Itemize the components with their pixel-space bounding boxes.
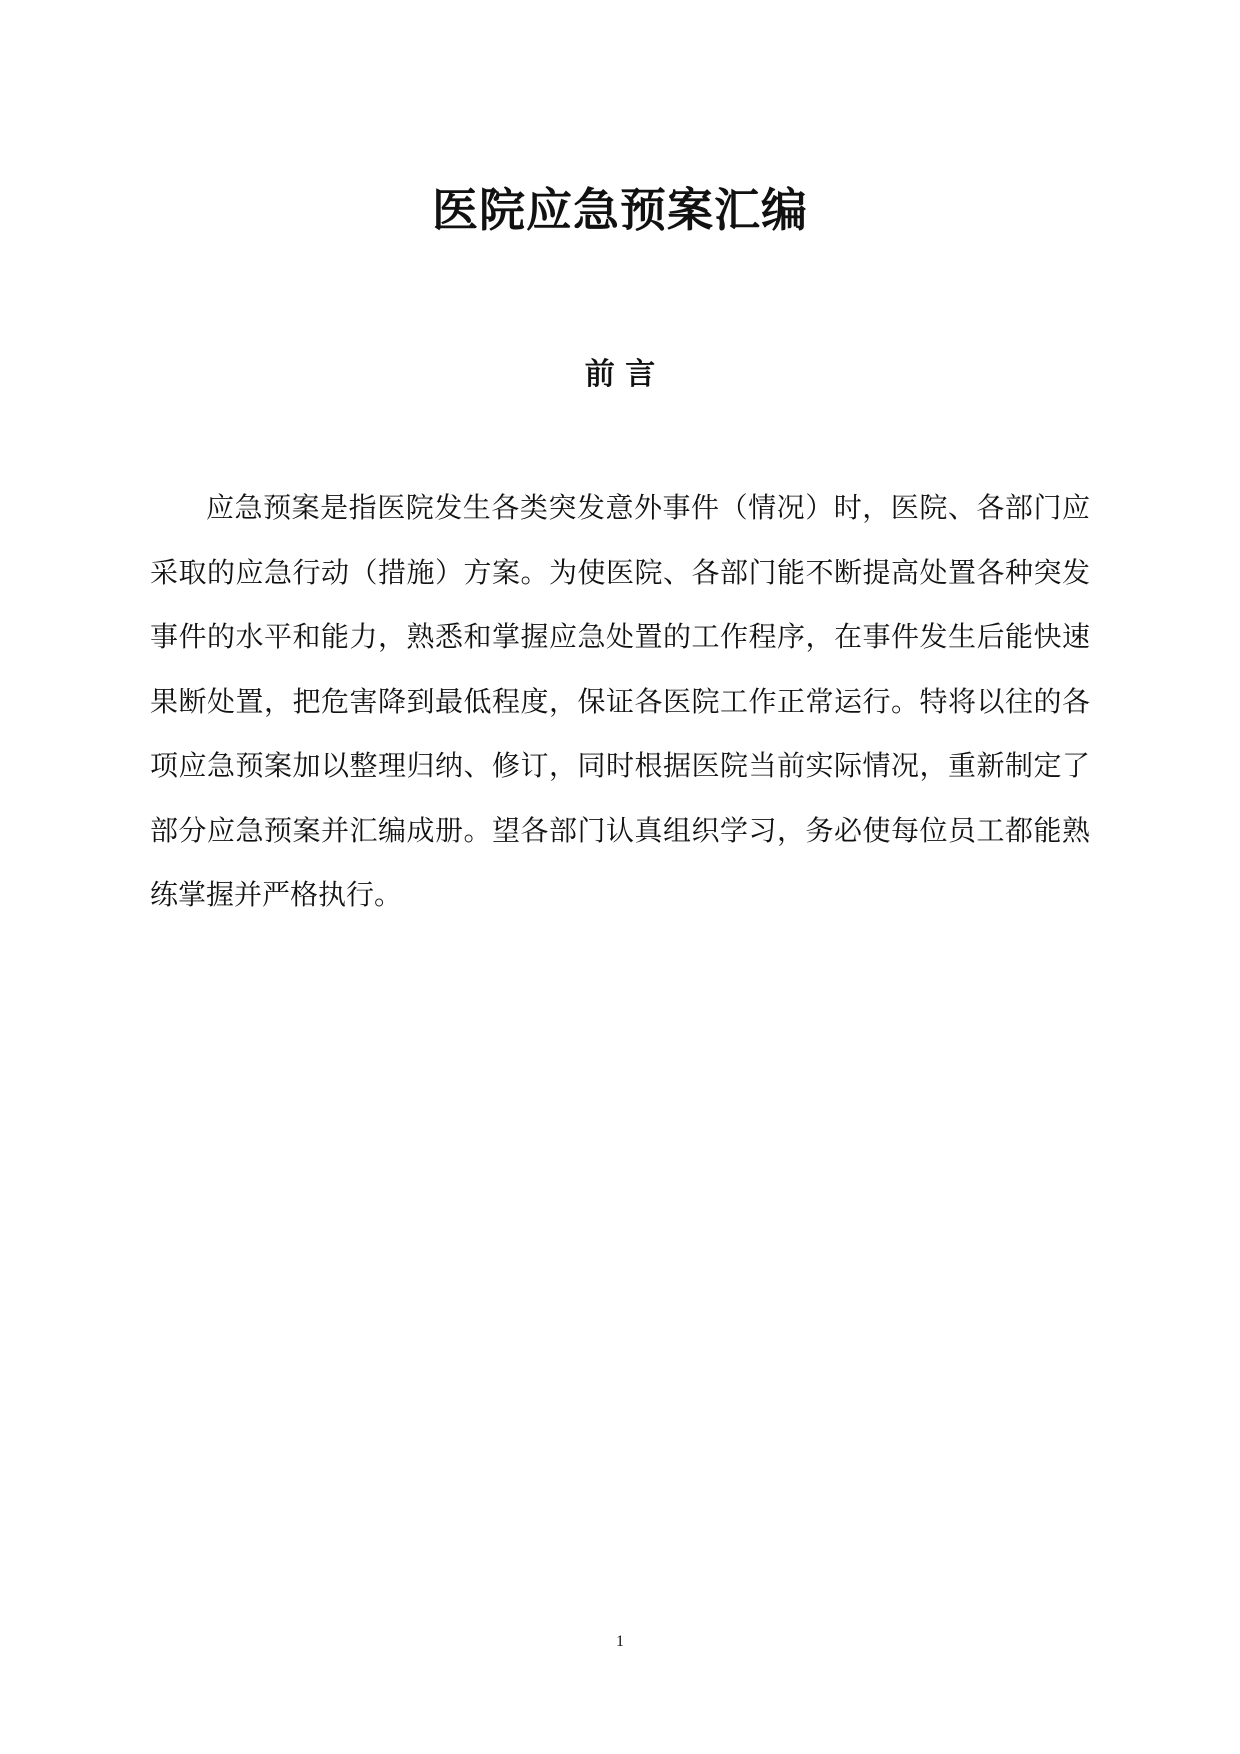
page-number: 1 (616, 1633, 624, 1650)
document-title: 医院应急预案汇编 (432, 183, 808, 237)
preface-heading: 前 言 (584, 357, 656, 392)
preface-paragraph: 应急预案是指医院发生各类突发意外事件（情况）时，医院、各部门应采取的应急行动（措施）方案。为使医院、各部门能不断提高处置各种突发事件的水平和能力，熟悉和掌握应急处置的工作程序，在事件发生后能快速果断处置，把危害降到最低程度，保证各医院工作正常运行。特将以往的各项应急预案加以整理归纳、修订，同时根据医院当前实际情况，重新制定了部分应急预案并汇编成册。望各部门认真组织学习，务必使每位员工都能熟练掌握并严格执行。 (150, 491, 1090, 911)
